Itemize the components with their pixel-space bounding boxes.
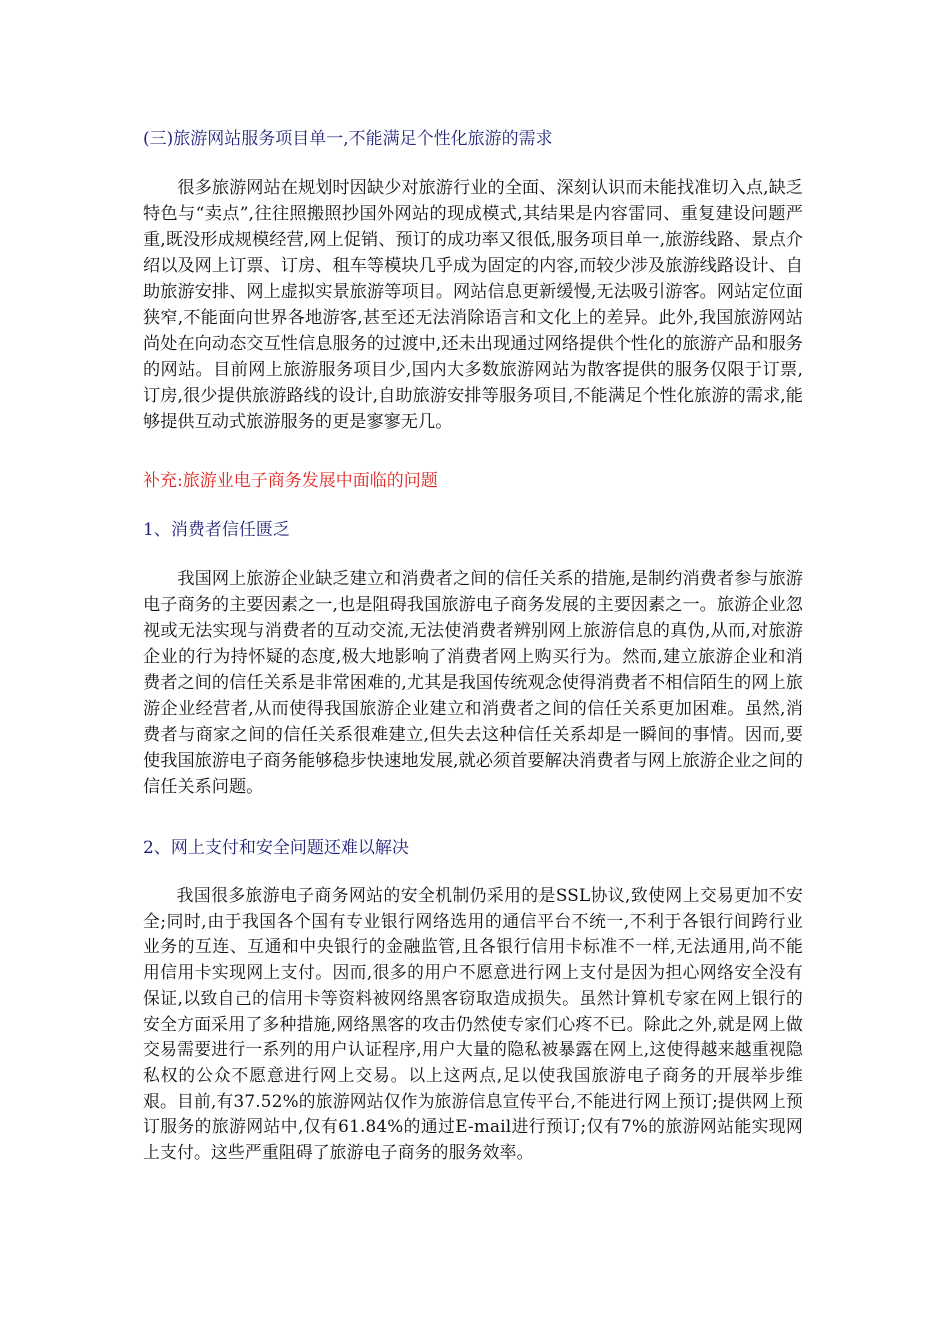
item2-paragraph: 我国很多旅游电子商务网站的安全机制仍采用的是SSL协议,致使网上交易更加不安全;同时,由于我国各个国有专业银行网络选用的通信平台不统一,不利于各银行间跨行业业务的互连、互通和中央银行的金融监管,且各银行信用卡标准不一样,无法通用,尚不能用信用卡实现网上支付。因而,很多的用户不愿意进行网上支付是因为担心网络安全没有保证,以致自己的信用卡等资料被网络黑客窃取造成损失。虽然计算机专家在网上银行的安全方面采用了多种措施,网络黑客的攻击仍然使专家们心疼不已。除此之外,就是网上做交易需要进行一系列的用户认证程序,用户大量的隐私被暴露在网上,这使得越来越重视隐私权的公众不愿意进行网上交易。以上这两点,足以使我国旅游电子商务的开展举步维艰。目前,有37.52%的旅游网站仅作为旅游信息宣传平台,不能进行网上预订;提供网上预订服务的旅游网站中,仅有61.84%的通过E-mail进行预订;仅有7%的旅游网站能实现网上支付。这些严重阻碍了旅游电子商务的服务效率。: [143, 885, 803, 1163]
section-heading: (三)旅游网站服务项目单一,不能满足个性化旅游的需求: [143, 129, 553, 149]
section-paragraph: 很多旅游网站在规划时因缺少对旅游行业的全面、深刻认识而未能找准切入点,缺乏特色与“卖点”,往往照搬照抄国外网站的现成模式,其结果是内容雷同、重复建设问题严重,既没形成规模经营,网上促销、预订的成功率又很低,服务项目单一,旅游线路、景点介绍以及网上订票、订房、租车等模块几乎成为固定的内容,而较少涉及旅游线路设计、自助旅游安排、网上虚拟实景旅游等项目。网站信息更新缓慢,无法吸引游客。网站定位面狭窄,不能面向世界各地游客,甚至还无法消除语言和文化上的差异。此外,我国旅游网站尚处在向动态交互性信息服务的过渡中,还未出现通过网络提供个性化的旅游产品和服务的网站。目前网上旅游服务项目少,国内大多数旅游网站为散客提供的服务仅限于订票,订房,很少提供旅游路线的设计,自助旅游安排等服务项目,不能满足个性化旅游的需求,能够提供互动式旅游服务的更是寥寥无几。: [143, 178, 803, 432]
item2-heading: 2、网上支付和安全问题还难以解决: [143, 838, 409, 858]
item1-paragraph: 我国网上旅游企业缺乏建立和消费者之间的信任关系的措施,是制约消费者参与旅游电子商务的主要因素之一,也是阻碍我国旅游电子商务发展的主要因素之一。旅游企业忽视或无法实现与消费者的互动交流,无法使消费者辨别网上旅游信息的真伪,从而,对旅游企业的行为持怀疑的态度,极大地影响了消费者网上购买行为。然而,建立旅游企业和消费者之间的信任关系是非常困难的,尤其是我国传统观念使得消费者不相信陌生的网上旅游企业经营者,从而使得我国旅游企业建立和消费者之间的信任关系更加困难。虽然,消费者与商家之间的信任关系很难建立,但失去这种信任关系却是一瞬间的事情。因而,要使我国旅游电子商务能够稳步快速地发展,就必须首要解决消费者与网上旅游企业之间的信任关系问题。: [143, 569, 803, 797]
item1-heading: 1、消费者信任匮乏: [143, 520, 290, 540]
supplement-heading: 补充:旅游业电子商务发展中面临的问题: [143, 471, 438, 491]
